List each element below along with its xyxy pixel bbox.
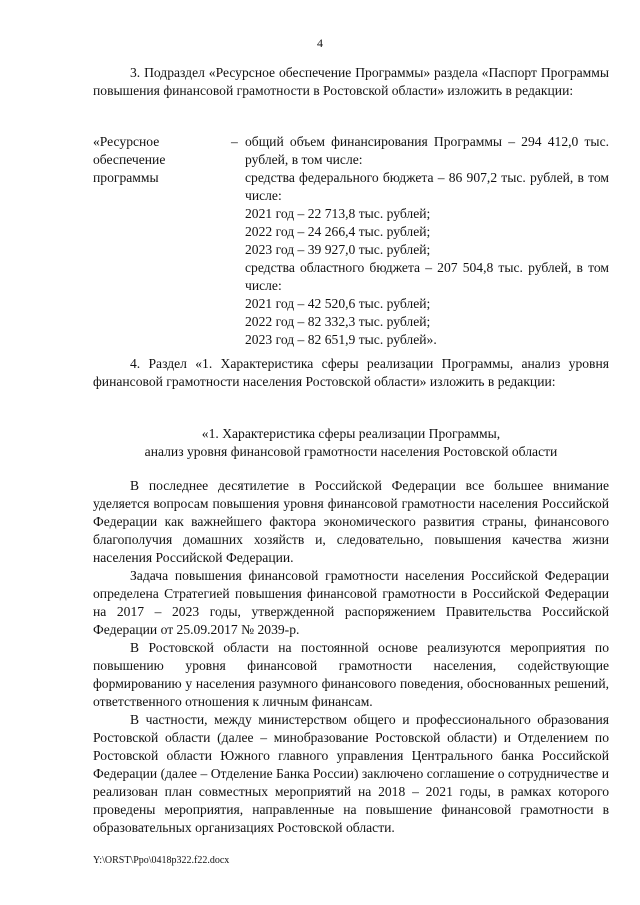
body-paragraph: В последнее десятилетие в Российской Федерации все большее внимание уделяется вопросам повышения уровня финансовой грамотности населения Российской Федерации как важнейшего фактора экономического развития страны, финансового благополучия домашних хозяйств и, следовательно, повышения качества жизни населения Российской Федерации. xyxy=(93,478,609,565)
resource-line-regional: средства областного бюджета – 207 504,8 тыс. рублей, в том числе: xyxy=(245,260,609,293)
section-4-intro-text: 4. Раздел «1. Характеристика сферы реализации Программы, анализ уровня финансовой грамотности населения Ростовской области» изложить в редакции: xyxy=(93,356,609,389)
resource-table-dash: – xyxy=(231,134,238,149)
page-number: 4 xyxy=(317,36,323,50)
section-4-heading-line-2: анализ уровня финансовой грамотности населения Ростовской области xyxy=(144,444,558,459)
resource-table-content xyxy=(245,133,609,349)
resource-line-federal-2021: 2021 год – 22 713,8 тыс. рублей; xyxy=(245,206,431,221)
resource-table-label: «Ресурсное обеспечение программы xyxy=(93,134,166,185)
resource-line-regional-2023: 2023 год – 82 651,9 тыс. рублей». xyxy=(245,332,437,347)
resource-line-federal-2022: 2022 год – 24 266,4 тыс. рублей; xyxy=(245,224,431,239)
section-3-intro-text: 3. Подраздел «Ресурсное обеспечение Программы» раздела «Паспорт Программы повышения финансовой грамотности в Ростовской области» изложить в редакции: xyxy=(93,65,609,98)
body-paragraph: В частности, между министерством общего и профессионального образования Ростовской области (далее – минобразование Ростовской области) и Отделением по Ростовской области Южного главного управления Центрального банка Российской Федерации (далее – Отделение Банка России) заключено соглашение о сотрудничестве и реализован план совместных мероприятий на 2018 – 2021 годы, в рамках которого проведены мероприятия, направленные на повышение финансовой грамотности в образовательных организациях Ростовской области. xyxy=(93,712,609,835)
resource-line-regional-2022: 2022 год – 82 332,3 тыс. рублей; xyxy=(245,314,431,329)
section-4-heading xyxy=(93,425,609,461)
section-4-intro xyxy=(93,355,609,391)
resource-line-regional-2021: 2021 год – 42 520,6 тыс. рублей; xyxy=(245,296,431,311)
section-4-heading-line-1: «1. Характеристика сферы реализации Программы, xyxy=(201,426,501,441)
section-3-intro xyxy=(93,64,609,100)
section-4-body xyxy=(93,477,609,837)
body-paragraph: Задача повышения финансовой грамотности населения Российской Федерации определена Стратегией повышения финансовой грамотности в Российской Федерации на 2017 – 2023 годы, утвержденной распоряжением Правительства Российской Федерации от 25.09.2017 № 2039-р. xyxy=(93,568,609,637)
resource-line-federal-2023: 2023 год – 39 927,0 тыс. рублей; xyxy=(245,242,431,257)
resource-line-total: общий объем финансирования Программы – 294 412,0 тыс. рублей, в том числе: xyxy=(245,134,609,167)
resource-line-federal: средства федерального бюджета – 86 907,2 тыс. рублей, в том числе: xyxy=(245,170,609,203)
footer-file-path: Y:\ORST\Ppo\0418p322.f22.docx xyxy=(93,855,230,866)
body-paragraph: В Ростовской области на постоянной основе реализуются мероприятия по повышению уровня финансовой грамотности населения, содействующие формированию у населения разумного финансового поведения, обоснованных решений, ответственного отношения к личным финансам. xyxy=(93,640,609,709)
